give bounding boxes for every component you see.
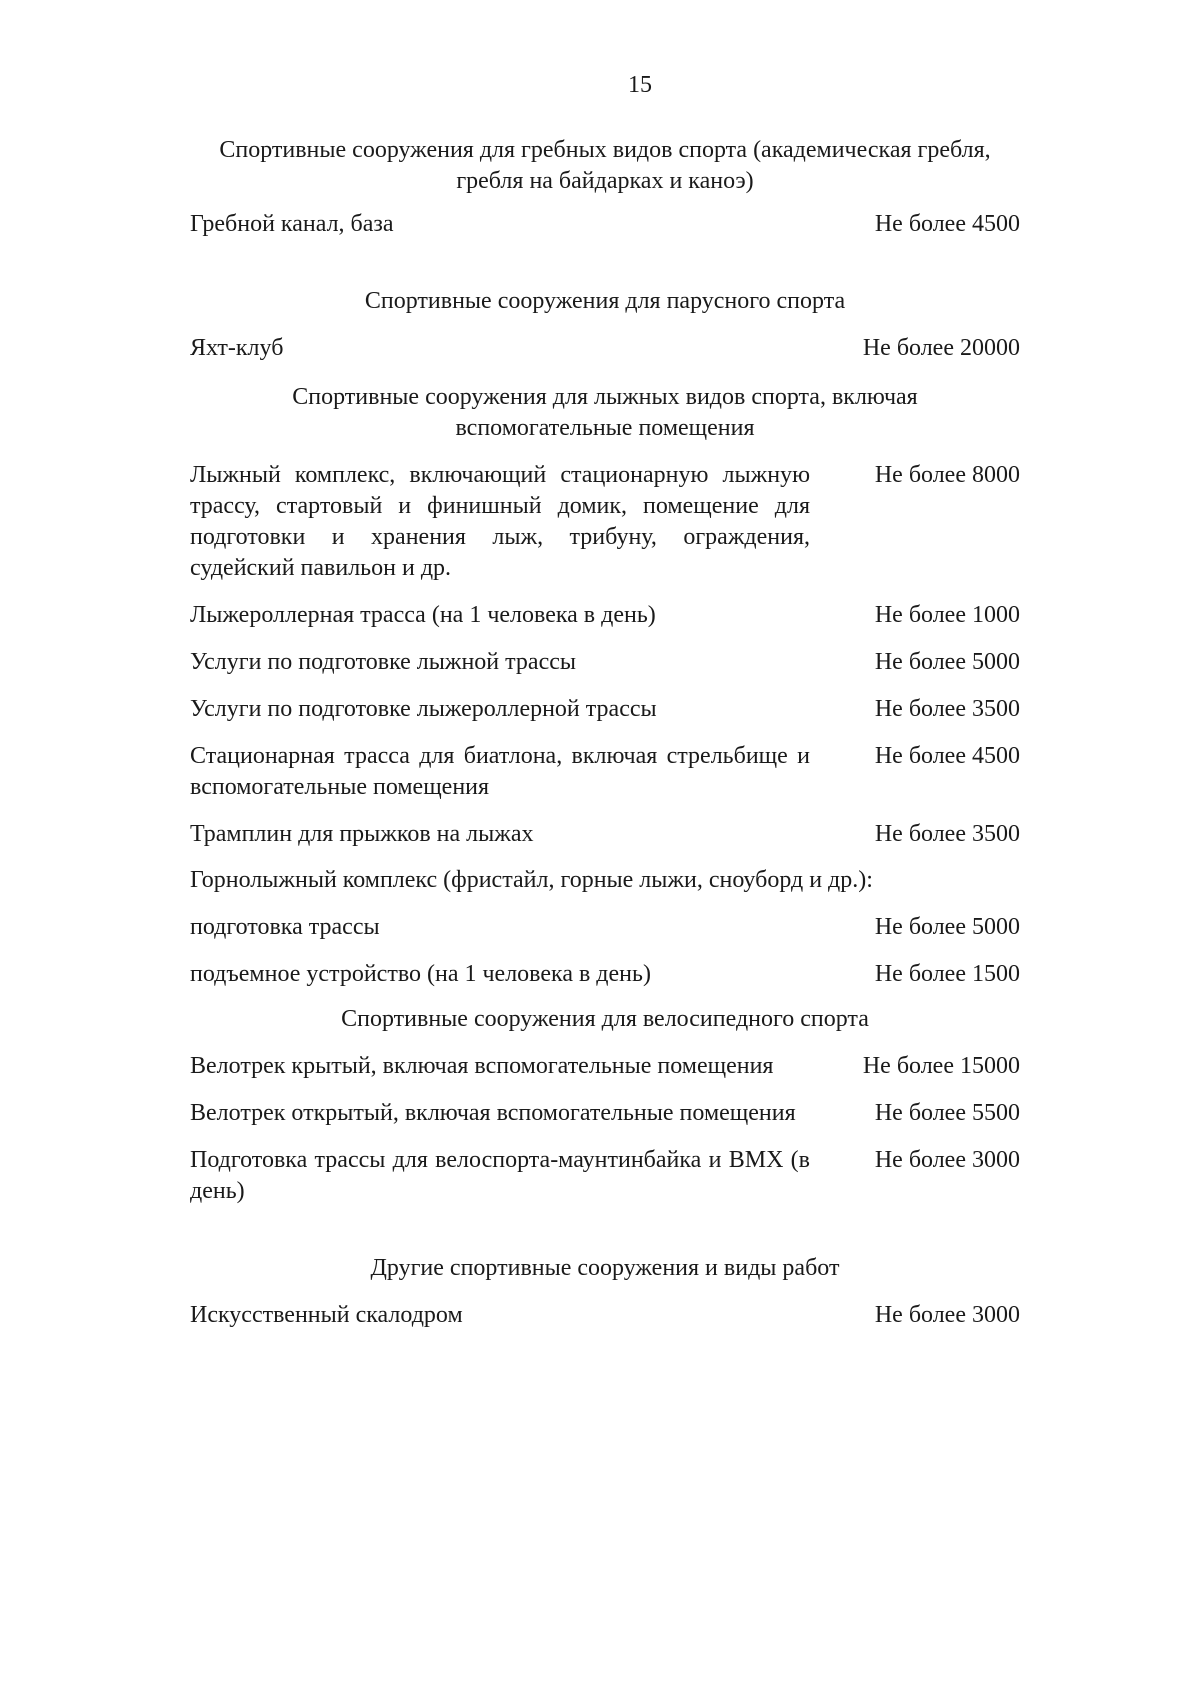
item-price: Не более 3500 — [874, 696, 1020, 722]
price-row — [190, 1051, 1020, 1082]
price-row — [190, 819, 1020, 850]
item-name: Яхт-клуб — [190, 335, 284, 361]
price-row — [190, 209, 1020, 240]
item-price: Не более 4500 — [874, 211, 1020, 237]
price-row — [190, 600, 1020, 631]
item-price: Не более 5000 — [874, 914, 1020, 940]
item-price: Не более 8000 — [874, 462, 1020, 488]
price-row — [190, 694, 1020, 725]
item-name: Искусственный скалодром — [190, 1302, 463, 1328]
item-name: подъемное устройство (на 1 человека в день) — [190, 961, 651, 987]
price-row — [190, 912, 1020, 943]
price-row — [190, 1145, 1020, 1207]
item-name: подготовка трассы — [190, 914, 380, 940]
item-name: Велотрек крытый, включая вспомогательные помещения — [190, 1053, 774, 1079]
item-price: Не более 15000 — [862, 1053, 1020, 1079]
item-name: Лыжный комплекс, включающий стационарную лыжную трассу, стартовый и финишный домик, помещение для подготовки и хранения лыж, трибуну, ограждения, судейский павильон и др. — [190, 462, 810, 581]
section-title-skiing: Спортивные сооружения для лыжных видов спорта, включая вспомогательные помещения — [292, 384, 918, 441]
item-price: Не более 5500 — [874, 1100, 1020, 1126]
price-row — [190, 333, 1020, 364]
item-price: Не более 5000 — [874, 649, 1020, 675]
alpine-heading: Горнолыжный комплекс (фристайл, горные лыжи, сноуборд и др.): — [190, 867, 873, 893]
item-price: Не более 3000 — [874, 1302, 1020, 1328]
item-price: Не более 20000 — [862, 335, 1020, 361]
section-title-rowing: Спортивные сооружения для гребных видов спорта (академическая гребля, гребля на байдарках и каноэ) — [219, 137, 991, 194]
item-name: Гребной канал, база — [190, 211, 394, 237]
item-price: Не более 1000 — [874, 602, 1020, 628]
item-name: Стационарная трасса для биатлона, включая стрельбище и вспомогательные помещения — [190, 743, 810, 800]
document-content — [190, 135, 1020, 1331]
price-row — [190, 1300, 1020, 1331]
item-name: Велотрек открытый, включая вспомогательные помещения — [190, 1100, 796, 1126]
price-row — [190, 1098, 1020, 1129]
page-number: 15 — [628, 72, 652, 98]
price-row — [190, 460, 1020, 584]
item-price: Не более 4500 — [874, 743, 1020, 769]
item-price: Не более 3000 — [874, 1147, 1020, 1173]
section-title-cycling: Спортивные сооружения для велосипедного спорта — [341, 1006, 869, 1032]
price-row — [190, 959, 1020, 990]
item-price: Не более 1500 — [874, 961, 1020, 987]
price-row — [190, 647, 1020, 678]
item-price: Не более 3500 — [874, 821, 1020, 847]
item-name: Услуги по подготовке лыжероллерной трассы — [190, 696, 657, 722]
item-name: Услуги по подготовке лыжной трассы — [190, 649, 577, 675]
item-name: Трамплин для прыжков на лыжах — [190, 821, 534, 847]
section-title-sailing: Спортивные сооружения для парусного спорта — [364, 288, 846, 314]
section-title-other: Другие спортивные сооружения и виды работ — [370, 1255, 840, 1281]
item-name: Подготовка трассы для велоспорта-маунтинбайка и ВМХ (в день) — [190, 1147, 810, 1204]
item-name: Лыжероллерная трасса (на 1 человека в день) — [190, 602, 656, 628]
price-row — [190, 741, 1020, 803]
